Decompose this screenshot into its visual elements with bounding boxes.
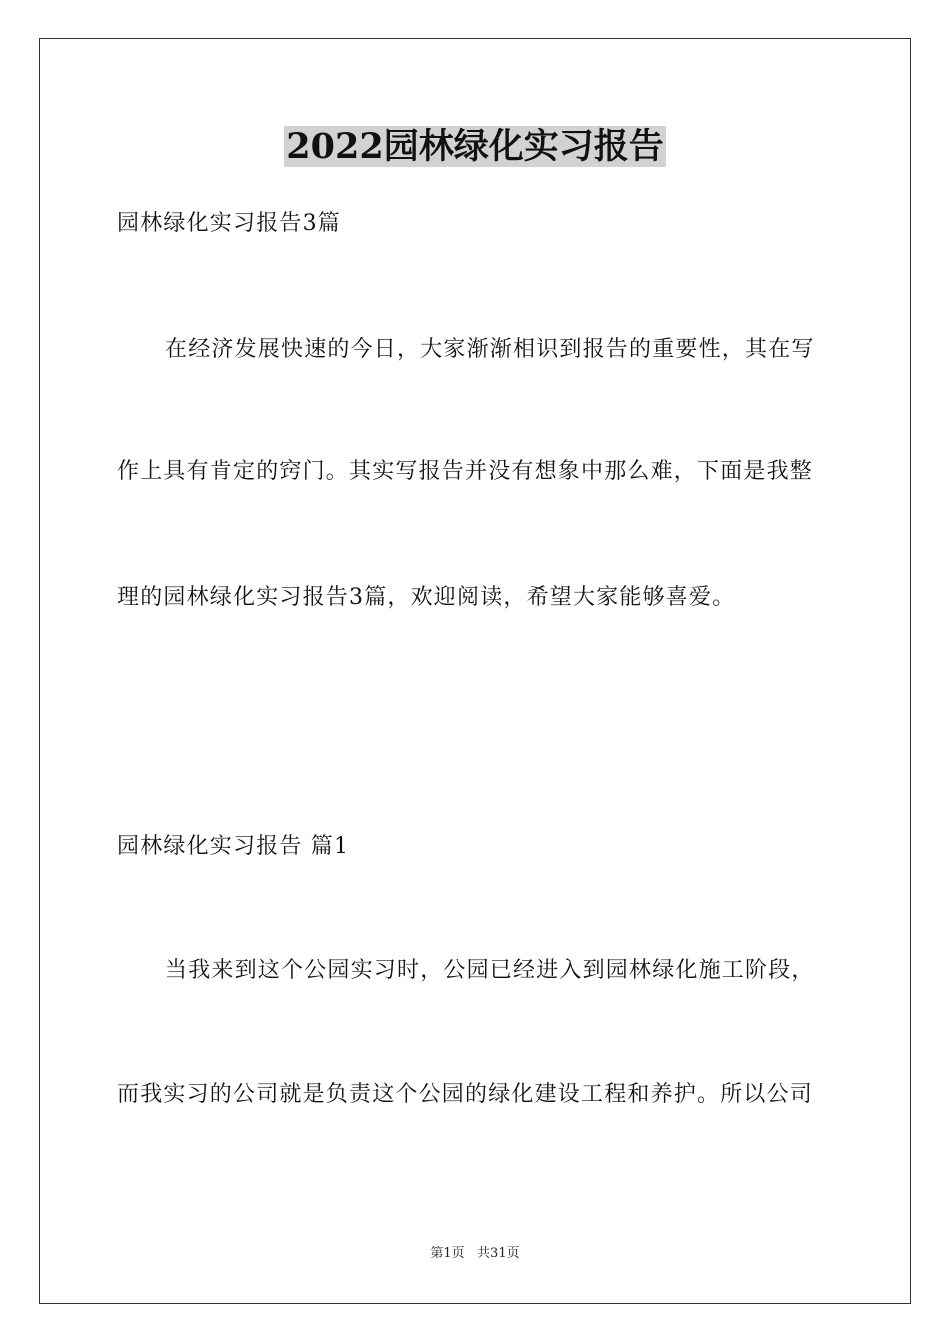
paragraph-line: 在经济发展快速的今日，大家渐渐相识到报告的重要性，其在写 — [165, 337, 815, 362]
paragraph-line: 当我来到这个公园实习时，公园已经进入到园林绿化施工阶段， — [165, 958, 815, 983]
paragraph-line: 作上具有肯定的窍门。其实写报告并没有想象中那么难，下面是我整 — [117, 459, 814, 484]
document-title — [0, 124, 950, 170]
page-footer: 第1页 共31页 — [430, 1246, 520, 1261]
document-title-text: 2022园林绿化实习报告 — [286, 126, 664, 167]
section-heading: 园林绿化实习报告 篇1 — [117, 834, 350, 859]
paragraph-line: 理的园林绿化实习报告3篇，欢迎阅读，希望大家能够喜爱。 — [117, 585, 736, 610]
document-subtitle: 园林绿化实习报告3篇 — [117, 211, 341, 236]
paragraph-line: 而我实习的公司就是负责这个公园的绿化建设工程和养护。所以公司 — [117, 1082, 814, 1107]
